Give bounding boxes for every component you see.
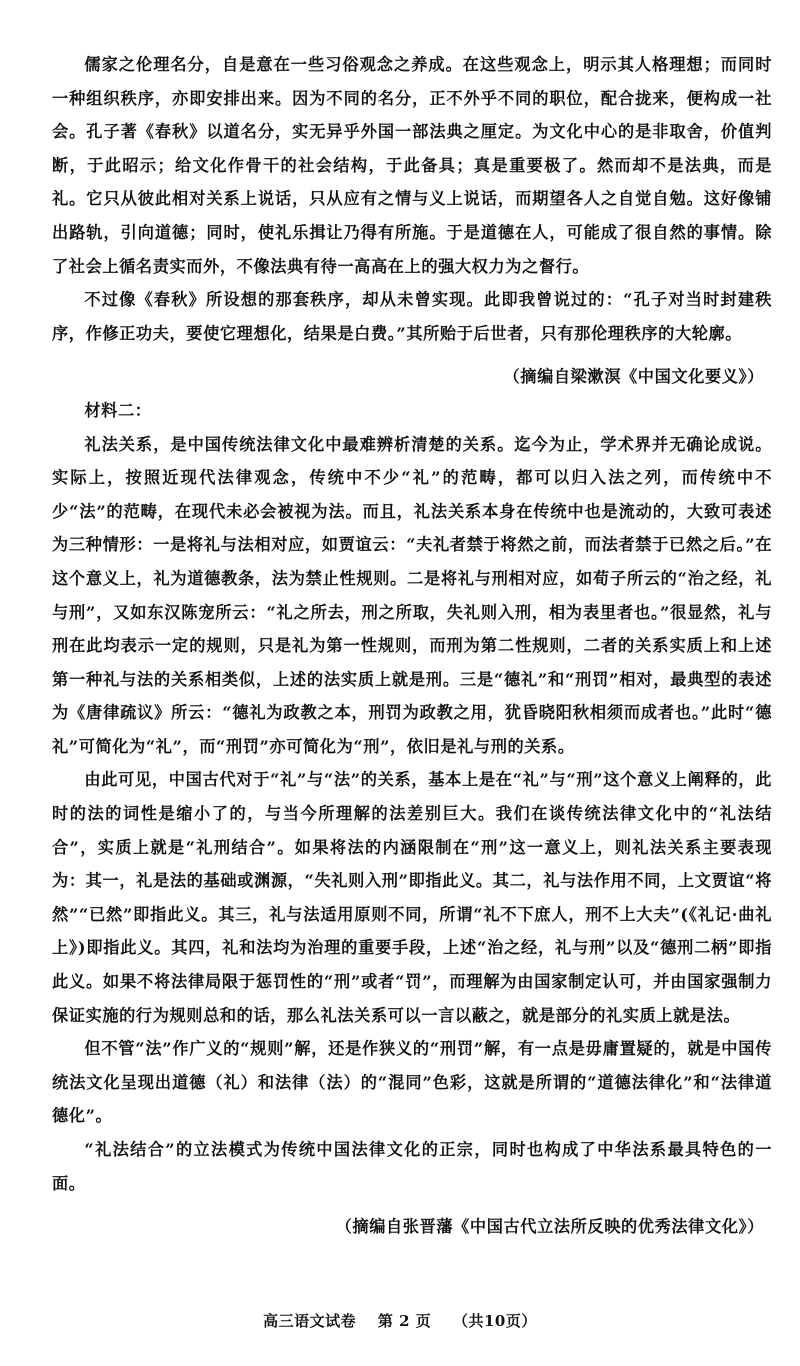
material1-paragraph-2: 不过像《春秋》所设想的那套秩序，却从未曾实现。此即我曾说过的：“孔子对当时封建秩序，作修正功夫，要使它理想化，结果是白费。”其所贻于后世者，只有那伦理秩序的大轮廓。 — [52, 290, 772, 343]
material2-label: 材料二： — [84, 400, 152, 420]
material2-paragraph-4: “礼法结合”的立法模式为传统中国法律文化的正宗，同时也构成了中华法系最具特色的一面。 — [52, 1140, 772, 1193]
material2-paragraph-2: 由此可见，中国古代对于“礼”与“法”的关系，基本上是在“礼”与“刑”这个意义上阐释的，此时的法的词性是缩小了的，与当今所理解的法差别巨大。我们在谈传统法律文化中的“礼法结合”，实质上就是“礼刑结合”。如果将法的内涵限制在“刑”这一意义上，则礼法关系主要表现为：其一，礼是法的基础或渊源，“失礼则入刑”即指此义。其二，礼与法作用不同，上文贾谊“将然”“已然”即指此义。其三，礼与法适用原则不同，所谓“礼不下庶人，刑不上大夫”(《礼记·曲礼上》)即指此义。其四，礼和法均为治理的重要手段，上述“治之经，礼与刑”以及“德刑二柄”即指此义。如果不将法律局限于惩罚性的“刑”或者“罚”，而理解为由国家制定认可，并由国家强制力保证实施的行为规则总和的话，那么礼法关系可以一言以蔽之，就是部分的礼实质上就是法。 — [52, 770, 772, 1025]
footer-page-number: 第 2 页 — [377, 1312, 432, 1330]
footer-total-pages: （共10页） — [453, 1312, 537, 1330]
material2-paragraph-3: 但不管“法”作广义的“规则”解，还是作狭义的“刑罚”解，有一点是毋庸置疑的，就是中国传统法文化呈现出道德（礼）和法律（法）的“混同”色彩，这就是所谓的“道德法律化”和“法律道德化”。 — [52, 1039, 772, 1126]
page-content — [52, 48, 772, 1244]
page-footer — [0, 1310, 800, 1331]
material2-source: （摘编自张晋藩《中国古代立法所反映的优秀法律文化》） — [335, 1217, 764, 1237]
material1-paragraph-1: 儒家之伦理名分，自是意在一些习俗观念之养成。在这些观念上，明示其人格理想；而同时一种组织秩序，亦即安排出来。因为不同的名分，正不外乎不同的职位，配合拢来，便构成一社会。孔子著《春秋》以道名分，实无异乎外国一部法典之厘定。为文化中心的是非取舍，价值判断，于此昭示；给文化作骨干的社会结构，于此备具；真是重要极了。然而却不是法典，而是礼。它只从彼此相对关系上说话，只从应有之情与义上说话，而期望各人之自觉自勉。这好像铺出路轨，引向道德；同时，使礼乐揖让乃得有所施。于是道德在人，可能成了很自然的事情。除了社会上循名责实而外，不像法典有待一高高在上的强大权力为之督行。 — [52, 55, 772, 276]
material2-paragraph-1: 礼法关系，是中国传统法律文化中最难辨析清楚的关系。迄今为止，学术界并无确论成说。实际上，按照近现代法律观念，传统中不少“礼”的范畴，都可以归入法之列，而传统中不少“法”的范畴，在现代未必会被视为法。而且，礼法关系本身在传统中也是流动的，大致可表述为三种情形：一是将礼与法相对应，如贾谊云：“夫礼者禁于将然之前，而法者禁于已然之后。”在这个意义上，礼为道德教条，法为禁止性规则。二是将礼与刑相对应，如荀子所云的“治之经，礼与刑”，又如东汉陈宠所云：“礼之所去，刑之所取，失礼则入刑，相为表里者也。”很显然，礼与刑在此均表示一定的规则，只是礼为第一性规则，而刑为第二性规则，二者的关系实质上和上述第一种礼与法的关系相类似，上述的法实质上就是刑。三是“德礼”和“刑罚”相对，最典型的表述为《唐律疏议》所云：“德礼为政教之本，刑罚为政教之用，犹昏晓阳秋相须而成者也。”此时“德礼”可简化为“礼”，而“刑罚”亦可简化为“刑”，依旧是礼与刑的关系。 — [52, 434, 772, 756]
material1-source: （摘编自梁漱溟《中国文化要义》） — [503, 367, 764, 387]
footer-exam-title: 高三语文试卷 — [263, 1312, 357, 1330]
